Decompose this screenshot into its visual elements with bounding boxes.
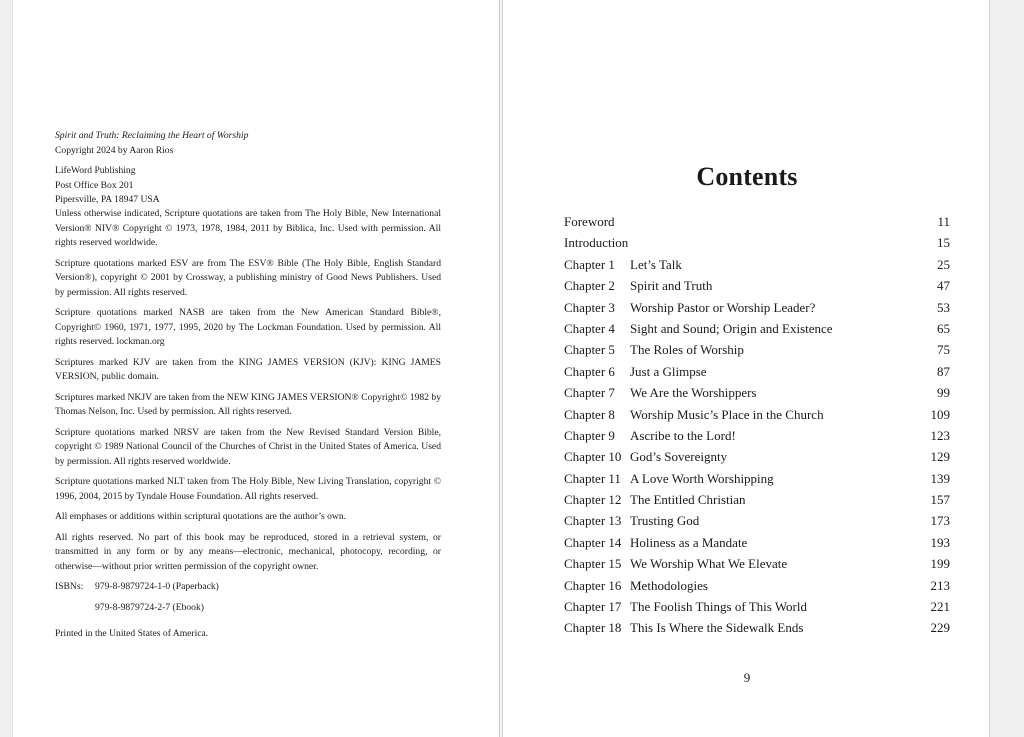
toc-entry-chapter: Chapter 9 xyxy=(564,427,615,443)
toc-entry-title: Foreword xyxy=(564,214,615,229)
toc-entry[interactable] xyxy=(564,578,950,599)
isbn-label: ISBNs: xyxy=(55,581,84,592)
toc-entry-title: The Entitled Christian xyxy=(630,492,746,508)
page-number: 9 xyxy=(743,670,751,685)
toc-entry-title: The Foolish Things of This World xyxy=(630,599,807,615)
isbn-ebook: 979-8-9879724-2-7 (Ebook) xyxy=(95,601,204,613)
toc-entry[interactable] xyxy=(564,471,950,492)
toc-entry-title: Spirit and Truth xyxy=(630,278,713,294)
printed-in-line: Printed in the United States of America. xyxy=(55,628,209,639)
toc-entry-page: 87 xyxy=(937,363,950,379)
publisher-name: LifeWord Publishing xyxy=(55,165,136,176)
toc-entry-title: The Roles of Worship xyxy=(630,342,744,358)
toc-entry-chapter: Chapter 3 xyxy=(564,299,615,315)
copyright-header xyxy=(55,129,441,158)
toc-entry-page: 15 xyxy=(937,235,950,251)
toc-entry-title: Let’s Talk xyxy=(630,256,682,272)
toc-entry-chapter: Chapter 6 xyxy=(564,363,615,379)
toc-entry-page: 99 xyxy=(937,385,950,401)
contents-title: Contents xyxy=(696,162,798,191)
toc-entry-page: 109 xyxy=(930,406,950,422)
toc-entry-title: Worship Music’s Place in the Church xyxy=(630,406,824,422)
toc-entry-page: 229 xyxy=(930,620,950,636)
toc-entry-title: This Is Where the Sidewalk Ends xyxy=(630,620,804,636)
toc-entry[interactable] xyxy=(564,257,950,278)
address-line-1: Post Office Box 201 xyxy=(55,179,134,191)
toc-entry-title: Worship Pastor or Worship Leader? xyxy=(630,299,816,315)
toc-entry[interactable] xyxy=(564,620,950,641)
notice-rights-reserved: All rights reserved. No part of this book may be reproduced, stored in a retrieval system, or transmitted in any form or by any means—electronic, mechanical, photocopy, recording, or otherwise—without prior written permission of the copyright owner. xyxy=(55,531,441,572)
toc-entry-chapter: Chapter 1 xyxy=(564,256,615,272)
toc-entry-title: Holiness as a Mandate xyxy=(630,534,748,550)
toc-entry-chapter: Chapter 18 xyxy=(564,620,622,636)
toc-entry[interactable] xyxy=(564,556,950,577)
toc-entry-page: 193 xyxy=(930,534,950,550)
notice-kjv: Scriptures marked KJV are taken from the KING JAMES VERSION (KJV): KING JAMES VERSION, public domain. xyxy=(55,356,441,382)
toc-entry-page: 11 xyxy=(937,214,950,229)
toc-entry-chapter: Chapter 5 xyxy=(564,342,615,358)
toc-entry[interactable] xyxy=(564,278,950,299)
toc-entry-page: 213 xyxy=(930,577,950,593)
toc-entry-chapter: Chapter 16 xyxy=(564,577,622,593)
notice-niv: Unless otherwise indicated, Scripture quotations are taken from The Holy Bible, New International Version® NIV® Copyright © 1973, 1978, 1984, 2011 by Biblica, Inc. Used with permission. All rights reserved worldwide. xyxy=(55,208,441,248)
toc-entry[interactable] xyxy=(564,235,950,256)
toc-entry-page: 65 xyxy=(937,320,950,336)
isbn-row-ebook xyxy=(55,601,441,616)
toc-entry-title: Introduction xyxy=(564,235,629,251)
toc-entry-chapter: Chapter 4 xyxy=(564,320,615,336)
toc-entry[interactable] xyxy=(564,535,950,556)
toc-entry-page: 221 xyxy=(930,599,950,615)
isbn-paperback: 979-8-9879724-1-0 (Paperback) xyxy=(95,581,219,592)
toc-entry-chapter: Chapter 11 xyxy=(564,470,621,486)
toc-entry-chapter: Chapter 14 xyxy=(564,534,622,550)
toc-entry[interactable] xyxy=(564,407,950,428)
toc-entry-title: Ascribe to the Lord! xyxy=(630,427,736,443)
toc-entry[interactable] xyxy=(564,385,950,406)
isbn-row-paperback xyxy=(55,580,441,595)
contents-page xyxy=(502,0,990,737)
toc-entry-page: 173 xyxy=(930,513,950,529)
toc-entry-title: Just a Glimpse xyxy=(630,363,707,379)
copyright-line: Copyright 2024 by Aaron Rios xyxy=(55,144,174,156)
toc-entry-page: 129 xyxy=(930,449,950,465)
toc-entry-page: 53 xyxy=(937,299,950,315)
copyright-page xyxy=(12,0,500,737)
toc-entry-chapter: Chapter 2 xyxy=(564,278,615,294)
toc-entry-page: 47 xyxy=(937,278,950,294)
toc-entry-title: God’s Sovereignty xyxy=(630,449,728,465)
toc-entry[interactable] xyxy=(564,449,950,470)
toc-entry-title: A Love Worth Worshipping xyxy=(630,470,774,486)
toc-entry-chapter: Chapter 7 xyxy=(564,385,615,401)
toc-entry-page: 123 xyxy=(930,427,950,443)
notice-nlt: Scripture quotations marked NLT taken from The Holy Bible, New Living Translation, copyright © 1996, 2004, 2015 by Tyndale House Foundation. All rights reserved. xyxy=(55,476,441,502)
toc-list xyxy=(564,214,950,642)
toc-entry-title: We Worship What We Elevate xyxy=(630,556,788,572)
toc-entry[interactable] xyxy=(564,214,950,235)
toc-entry-page: 139 xyxy=(930,470,950,486)
toc-entry-page: 75 xyxy=(937,342,950,358)
toc-entry-chapter: Chapter 8 xyxy=(564,406,615,422)
toc-entry-title: Sight and Sound; Origin and Existence xyxy=(630,320,833,336)
toc-entry[interactable] xyxy=(564,300,950,321)
toc-entry[interactable] xyxy=(564,364,950,385)
toc-entry[interactable] xyxy=(564,342,950,363)
copyright-notices xyxy=(55,207,441,648)
toc-entry-title: We Are the Worshippers xyxy=(630,385,757,401)
notice-emphases: All emphases or additions within scriptural quotations are the author’s own. xyxy=(55,511,347,522)
toc-entry[interactable] xyxy=(564,513,950,534)
toc-entry-title: Trusting God xyxy=(630,513,700,529)
publisher-address xyxy=(55,164,441,208)
toc-entry-title: Methodologies xyxy=(630,577,708,593)
toc-entry-chapter: Chapter 17 xyxy=(564,599,622,615)
toc-entry[interactable] xyxy=(564,492,950,513)
book-title: Spirit and Truth: Reclaiming the Heart of Worship xyxy=(55,130,249,141)
address-line-2: Pipersville, PA 18947 USA xyxy=(55,194,160,205)
toc-entry-chapter: Chapter 15 xyxy=(564,556,622,572)
toc-entry-page: 25 xyxy=(937,256,950,272)
toc-entry-page: 199 xyxy=(930,556,950,572)
toc-entry[interactable] xyxy=(564,428,950,449)
notice-esv: Scripture quotations marked ESV are from The ESV® Bible (The Holy Bible, English Standard Version®), copyright © 2001 by Crossway, a publishing ministry of Good News Publishers. Used by permission. All rights reserved. xyxy=(55,257,441,298)
toc-entry-chapter: Chapter 10 xyxy=(564,449,622,465)
toc-entry[interactable] xyxy=(564,321,950,342)
toc-entry-chapter: Chapter 13 xyxy=(564,513,622,529)
notice-nasb: Scripture quotations marked NASB are taken from the New American Standard Bible®, Copyright© 1960, 1971, 1977, 1995, 2020 by The Lockman Foundation. Used by permission. All rights reserved. lockman.org xyxy=(55,307,441,347)
toc-entry[interactable] xyxy=(564,599,950,620)
toc-entry-page: 157 xyxy=(930,492,950,508)
toc-entry-chapter: Chapter 12 xyxy=(564,492,622,508)
notice-nrsv: Scripture quotations marked NRSV are taken from the New Revised Standard Version Bible, copyright © 1989 National Council of the Churches of Christ in the United States of America. Used by permission. All rights reserved worldwide. xyxy=(55,426,441,467)
notice-nkjv: Scriptures marked NKJV are taken from the NEW KING JAMES VERSION® Copyright© 1982 by Thomas Nelson, Inc. Used by permission. All rights reserved. xyxy=(55,391,441,417)
